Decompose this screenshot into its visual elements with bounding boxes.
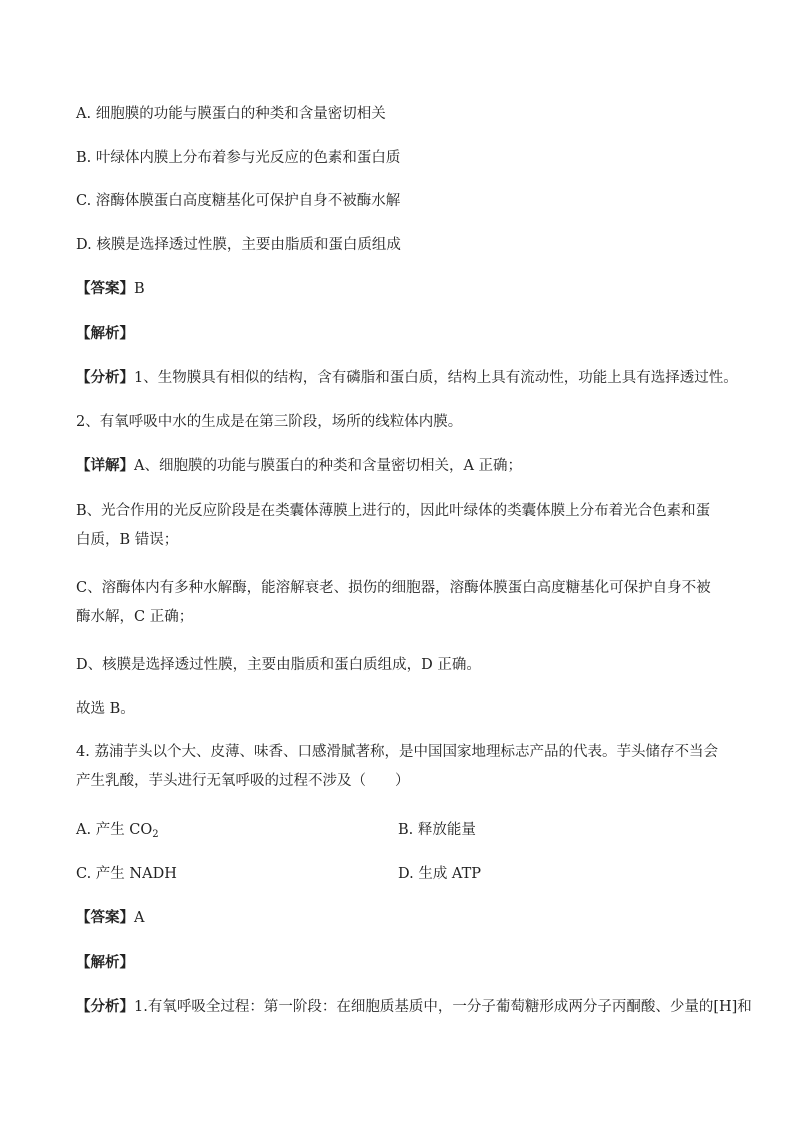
q4-analysis-heading: 【解析】 xyxy=(76,954,134,971)
q4-option-a-text: A. 产生 CO xyxy=(76,822,153,838)
fenxi-label: 【分析】 xyxy=(76,998,134,1015)
q3-fenxi-2: 2、有氧呼吸中水的生成是在第三阶段，场所的线粒体内膜。 xyxy=(76,414,463,430)
q3-fenxi-1 xyxy=(76,368,738,388)
q4-option-c: C. 产生 NADH xyxy=(76,866,177,882)
q3-analysis-heading: 【解析】 xyxy=(76,325,134,342)
q3-conclusion: 故选 B。 xyxy=(76,701,135,717)
fenxi-text: 1.有氧呼吸全过程：第一阶段：在细胞质基质中，一分子葡萄糖形成两分子丙酮酸、少量的[H]和 xyxy=(134,999,752,1015)
answer-label: 【答案】 xyxy=(76,909,134,926)
q3-xiangjie-a xyxy=(76,456,718,476)
q3-xiangjie-d: D、核膜是选择透过性膜，主要由脂质和蛋白质组成，D 正确。 xyxy=(76,657,481,673)
q3-answer xyxy=(76,279,718,299)
q3-option-a: A. 细胞膜的功能与膜蛋白的种类和含量密切相关 xyxy=(76,106,386,122)
q3-option-c: C. 溶酶体膜蛋白高度糖基化可保护自身不被酶水解 xyxy=(76,193,401,209)
q3-xiangjie-c: C、溶酶体内有多种水解酶，能溶解衰老、损伤的细胞器，溶酶体膜蛋白高度糖基化可保护自身不被酶水解，C 正确； xyxy=(76,580,711,625)
fenxi-text: 1、生物膜具有相似的结构，含有磷脂和蛋白质，结构上具有流动性，功能上具有选择透过性。 xyxy=(134,370,738,386)
answer-value: A xyxy=(134,910,145,926)
q3-xiangjie-b: B、光合作用的光反应阶段是在类囊体薄膜上进行的，因此叶绿体的类囊体膜上分布着光合色素和蛋白质，B 错误； xyxy=(76,503,711,548)
q3-option-b: B. 叶绿体内膜上分布着参与光反应的色素和蛋白质 xyxy=(76,150,401,166)
answer-label: 【答案】 xyxy=(76,280,134,297)
q4-option-a-subscript: 2 xyxy=(152,829,159,840)
answer-value: B xyxy=(134,281,145,297)
q3-option-d: D. 核膜是选择透过性膜，主要由脂质和蛋白质组成 xyxy=(76,237,401,253)
fenxi-label: 【分析】 xyxy=(76,369,134,386)
q4-stem: 4. 荔浦芋头以个大、皮薄、味香、口感滑腻著称，是中国国家地理标志产品的代表。芋头储存不当会产生乳酸，芋头进行无氧呼吸的过程不涉及（ ） xyxy=(76,744,718,789)
xiangjie-text: A、细胞膜的功能与膜蛋白的种类和含量密切相关，A 正确； xyxy=(134,458,523,474)
q4-fenxi-1 xyxy=(76,997,752,1017)
xiangjie-label: 【详解】 xyxy=(76,457,134,474)
q4-answer xyxy=(76,908,718,928)
q4-option-a xyxy=(76,820,376,840)
q4-option-d: D. 生成 ATP xyxy=(398,866,482,882)
q4-option-b: B. 释放能量 xyxy=(398,822,476,838)
